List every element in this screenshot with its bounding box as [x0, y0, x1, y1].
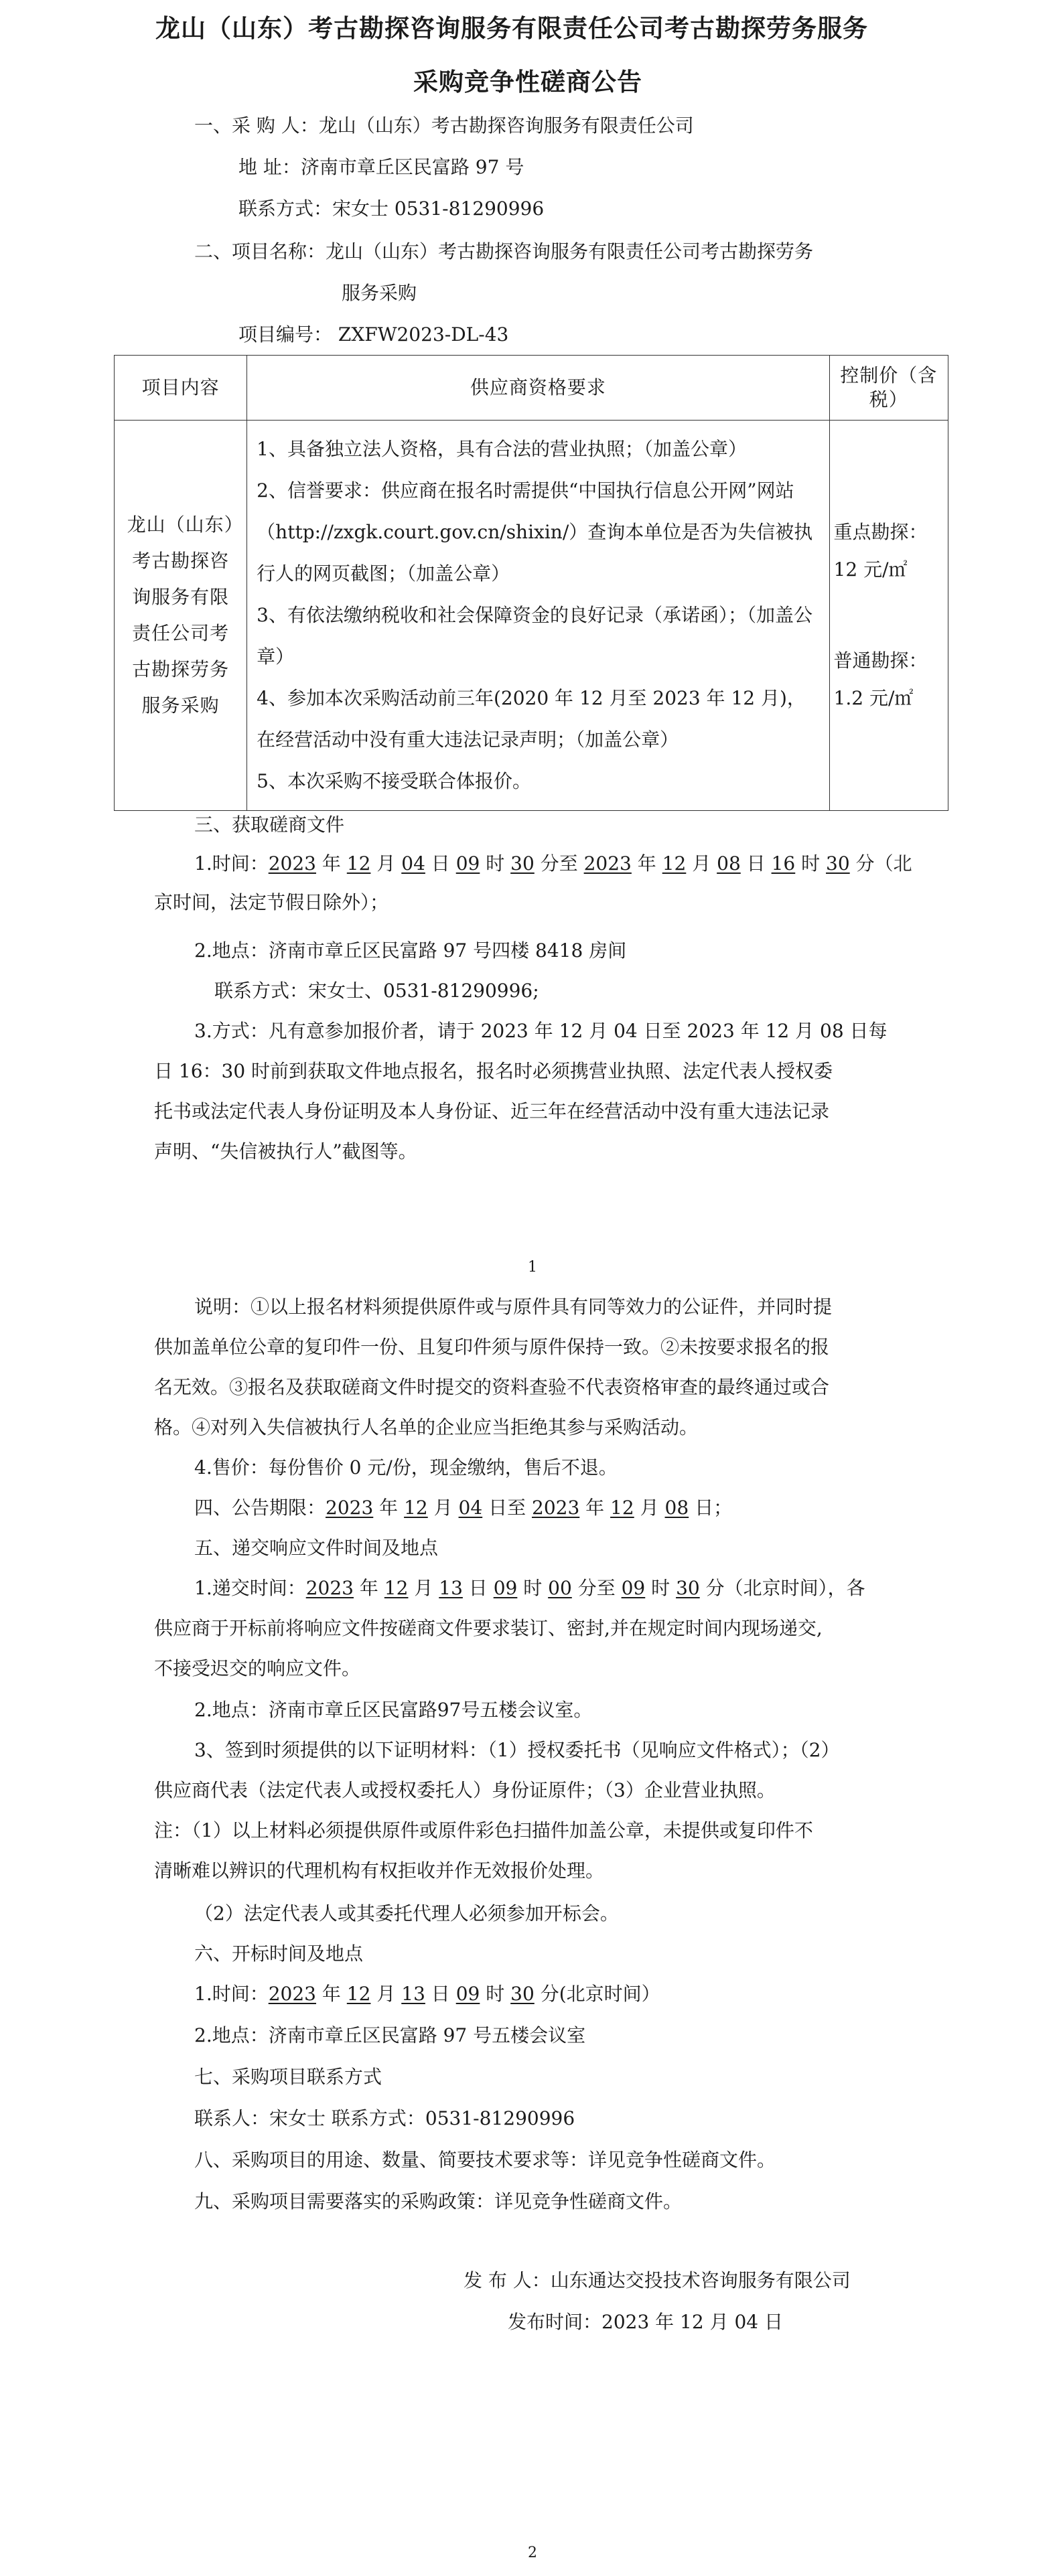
period-prefix: 四、公告期限： [194, 1497, 326, 1519]
section5-line2: 供应商于开标前将响应文件按磋商文件要求装订、密封,并在规定时间内现场递交, [154, 1617, 823, 1639]
notes-line4: 格。④对列入失信被执行人名单的企业应当拒绝其参与采购活动。 [154, 1416, 699, 1438]
time-minute: 30 [510, 852, 535, 875]
section3-method-line2: 日 16：30 时前到获取文件地点报名，报名时必须携营业执照、法定代表人授权委 [154, 1060, 833, 1082]
section8-line: 八、采购项目的用途、数量、简要技术要求等：详见竞争性磋商文件。 [194, 2149, 776, 2171]
section9-line: 九、采购项目需要落实的采购政策：详见竞争性磋商文件。 [194, 2190, 683, 2212]
requirement-item: 1、具备独立法人资格，具有合法的营业执照；（加盖公章） [257, 438, 747, 460]
project-content-cell [115, 421, 247, 811]
section3-time-line2: 京时间，法定节假日除外）； [154, 891, 389, 913]
time-hour: 16 [771, 852, 796, 875]
submit-hour: 09 [621, 1577, 646, 1599]
project-name-line1: 二、项目名称：龙山（山东）考古勘探咨询服务有限责任公司考古勘探劳务 [194, 240, 814, 262]
time-suffix: （北 [874, 852, 912, 875]
time-prefix: 1.时间： [194, 852, 269, 875]
period-suffix: 日； [695, 1497, 733, 1519]
requirement-item: 3、有依法缴纳税收和社会保障资金的良好记录（承诺函）；（加盖公章） [257, 604, 812, 668]
requirement-item: 2、信誉要求：供应商在报名时需提供“中国执行信息公开网”网站（http://zxgk.court.gov.cn/shixin/）查询本单位是否为失信被执行人的网页截图；（加盖公章） [257, 479, 813, 585]
section7-heading: 七、采购项目联系方式 [194, 2066, 382, 2088]
section3-heading: 三、获取磋商文件 [194, 814, 345, 836]
document-title-line2: 采购竞争性磋商公告 [413, 68, 642, 96]
price-key-label: 重点勘探： [833, 521, 928, 543]
project-number: 项目编号： ZXFW2023-DL-43 [238, 323, 509, 346]
open-hour: 09 [455, 1983, 480, 2005]
page-number-2: 2 [528, 2545, 537, 2561]
price-key-value: 12 元/㎡ [833, 558, 908, 581]
period-day: 08 [664, 1497, 689, 1519]
publisher-line: 发 布 人：山东通达交投技术咨询服务有限公司 [464, 2269, 851, 2291]
project-content-text: 龙山（山东）考古勘探咨询服务有限责任公司考古勘探劳务服务采购 [127, 514, 234, 716]
section3-place: 2.地点：济南市章丘区民富路 97 号四楼 8418 房间 [194, 939, 627, 962]
section3-method-line4: 声明、“失信被执行人”截图等。 [154, 1140, 417, 1162]
open-year: 2023 [268, 1983, 316, 2005]
submit-year: 2023 [305, 1577, 354, 1599]
section3-time-line: 1.时间：2023 年 12 月 04 日 09 时 30 分至 2023 年 12 月 08 日 16 时 30 分（北 [194, 852, 912, 875]
submit-prefix: 1.递交时间： [194, 1577, 306, 1599]
submit-month: 12 [384, 1577, 409, 1599]
section6-place: 2.地点：济南市章丘区民富路 97 号五楼会议室 [194, 2024, 586, 2046]
price-normal-value: 1.2 元/㎡ [833, 687, 914, 709]
period-day: 04 [458, 1497, 483, 1519]
header-requirements: 供应商资格要求 [247, 356, 829, 421]
requirements-cell [247, 421, 829, 811]
page-number-1: 1 [528, 1259, 537, 1276]
section5-docs-line1: 3、签到时须提供的以下证明材料：（1）授权委托书（见响应文件格式）；（2） [194, 1739, 840, 1761]
price-normal-label: 普通勘探： [833, 650, 928, 672]
time-month: 12 [662, 852, 687, 875]
header-project-content: 项目内容 [115, 356, 247, 421]
section5-docs-line2: 供应商代表（法定代表人或授权委托人）身份证原件；（3）企业营业执照。 [154, 1779, 776, 1801]
section5-note-line3: （2）法定代表人或其委托代理人必须参加开标会。 [194, 1902, 619, 1924]
time-day: 08 [717, 852, 741, 875]
time-year: 2023 [583, 852, 632, 875]
project-name-line2: 服务采购 [342, 282, 417, 304]
section5-note-line1: 注：（1）以上材料必须提供原件或原件彩色扫描件加盖公章，未提供或复印件不 [154, 1819, 813, 1841]
announcement-period: 四、公告期限：2023 年 12 月 04 日至 2023 年 12 月 08 日； [194, 1497, 733, 1519]
requirement-item: 5、本次采购不接受联合体报价。 [257, 770, 531, 792]
submission-time-line: 1.递交时间：2023 年 12 月 13 日 09 时 00 分至 09 时 30 分（北京时间），各 [194, 1577, 865, 1599]
submit-minute: 30 [676, 1577, 700, 1599]
submit-day: 13 [439, 1577, 463, 1599]
submit-minute: 00 [548, 1577, 572, 1599]
open-month: 12 [346, 1983, 371, 2005]
section5-note-line2: 清晰难以辨识的代理机构有权拒收并作无效报价处理。 [154, 1860, 605, 1882]
section5-heading: 五、递交响应文件时间及地点 [194, 1537, 439, 1559]
notes-line3: 名无效。③报名及获取磋商文件时提交的资料查验不代表资格审查的最终通过或合 [154, 1376, 830, 1398]
open-prefix: 1.时间： [194, 1983, 269, 2005]
notes-line1: 说明：①以上报名材料须提供原件或与原件具有同等效力的公证件，并同时提 [194, 1296, 833, 1318]
header-control-price: 控制价（含税） [829, 356, 948, 421]
time-minute: 30 [826, 852, 850, 875]
period-year: 2023 [532, 1497, 580, 1519]
time-month: 12 [346, 852, 371, 875]
opening-time-line: 1.时间：2023 年 12 月 13 日 09 时 30 分(北京时间） [194, 1983, 660, 2005]
notes-line2: 供加盖单位公章的复印件一份、且复印件须与原件保持一致。②未按要求报名的报 [154, 1336, 830, 1358]
period-year: 2023 [326, 1497, 374, 1519]
submit-suffix: （北京时间），各 [724, 1577, 865, 1599]
time-day: 04 [401, 852, 425, 875]
time-hour: 09 [455, 852, 480, 875]
submit-hour: 09 [493, 1577, 518, 1599]
requirement-item: 4、参加本次采购活动前三年(2020 年 12 月至 2023 年 12 月)，在经营活动中没有重大违法记录声明；（加盖公章） [257, 687, 806, 751]
period-month: 12 [610, 1497, 634, 1519]
address-line: 地 址：济南市章丘区民富路 97 号 [238, 156, 524, 178]
section3-contact: 联系方式：宋女士、0531-81290996; [214, 980, 539, 1002]
open-suffix: (北京时间） [559, 1983, 660, 2005]
section7-contact: 联系人：宋女士 联系方式：0531-81290996 [194, 2107, 575, 2129]
publish-time-line: 发布时间：2023 年 12 月 04 日 [508, 2311, 784, 2333]
control-price-cell [829, 421, 948, 811]
section3-method-line1: 3.方式：凡有意参加报价者，请于 2023 年 12 月 04 日至 2023 年 12 月 08 日每 [194, 1020, 888, 1042]
period-month: 12 [404, 1497, 428, 1519]
time-year: 2023 [268, 852, 316, 875]
sale-price-line: 4.售价：每份售价 0 元/份，现金缴纳，售后不退。 [194, 1456, 618, 1479]
section6-heading: 六、开标时间及地点 [194, 1943, 364, 1965]
section5-line3: 不接受迟交的响应文件。 [154, 1657, 361, 1679]
section5-place: 2.地点：济南市章丘区民富路97号五楼会议室。 [194, 1699, 593, 1721]
section3-method-line3: 托书或法定代表人身份证明及本人身份证、近三年在经营活动中没有重大违法记录 [154, 1100, 830, 1122]
document-title-line1: 龙山（山东）考古勘探咨询服务有限责任公司考古勘探劳务服务 [155, 14, 868, 43]
contact-line: 联系方式：宋女士 0531-81290996 [238, 198, 545, 220]
requirements-table [114, 355, 948, 811]
purchaser-line: 一、采 购 人：龙山（山东）考古勘探咨询服务有限责任公司 [194, 115, 694, 137]
open-day: 13 [401, 1983, 425, 2005]
open-minute: 30 [510, 1983, 535, 2005]
